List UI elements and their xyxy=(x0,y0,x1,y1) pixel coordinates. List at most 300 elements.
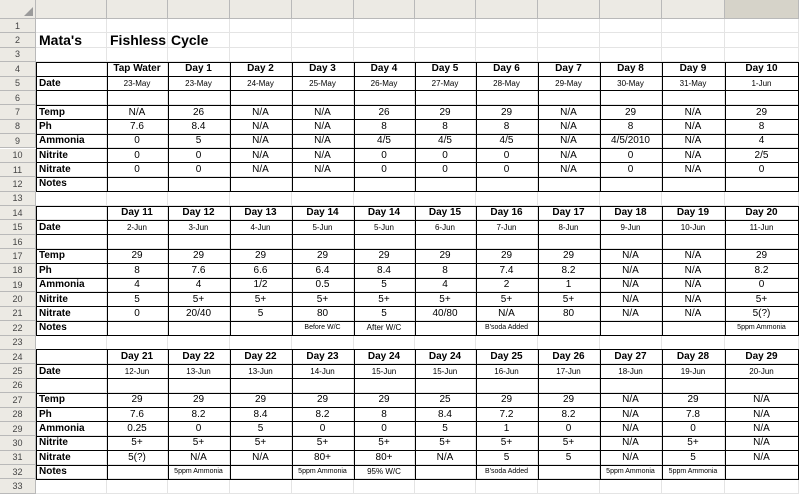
cell-j4[interactable]: Day 8 xyxy=(600,62,662,76)
cell-i13[interactable] xyxy=(538,192,600,206)
cell-f15[interactable]: 5-Jun xyxy=(354,220,415,234)
cell-k15[interactable]: 10-Jun xyxy=(662,220,725,234)
cell-g20[interactable]: 5+ xyxy=(415,292,476,306)
cell-f18[interactable]: 8.4 xyxy=(354,264,415,278)
cell-i33[interactable] xyxy=(538,479,600,493)
cell-d26[interactable] xyxy=(230,379,292,393)
cell-i21[interactable]: 80 xyxy=(538,307,600,321)
cell-k17[interactable]: N/A xyxy=(662,249,725,263)
cell-i31[interactable]: 5 xyxy=(538,451,600,465)
row-header-16[interactable]: 16 xyxy=(0,235,36,249)
cell-a4[interactable] xyxy=(36,62,107,76)
cell-f25[interactable]: 15-Jun xyxy=(354,364,415,378)
cell-h5[interactable]: 28-May xyxy=(476,77,538,91)
cell-g17[interactable]: 29 xyxy=(415,249,476,263)
cell-a18[interactable]: Ph xyxy=(36,264,107,278)
cell-c24[interactable]: Day 22 xyxy=(168,350,230,364)
cell-l5[interactable]: 1-Jun xyxy=(725,77,799,91)
cell-d1[interactable] xyxy=(230,19,292,33)
row-header-25[interactable]: 25 xyxy=(0,364,36,378)
cell-j29[interactable]: N/A xyxy=(600,422,662,436)
cell-h18[interactable]: 7.4 xyxy=(476,264,538,278)
cell-l22[interactable]: 5ppm Ammonia xyxy=(725,321,799,335)
cell-c12[interactable] xyxy=(168,177,230,191)
cell-a16[interactable] xyxy=(36,235,107,249)
cell-a33[interactable] xyxy=(36,479,107,493)
row-header-3[interactable]: 3 xyxy=(0,48,36,62)
cell-j31[interactable]: N/A xyxy=(600,451,662,465)
cell-a5[interactable]: Date xyxy=(36,77,107,91)
cell-c17[interactable]: 29 xyxy=(168,249,230,263)
cell-h14[interactable]: Day 16 xyxy=(476,206,538,220)
cell-k26[interactable] xyxy=(662,379,725,393)
cell-l2[interactable] xyxy=(725,33,799,47)
cell-i30[interactable]: 5+ xyxy=(538,436,600,450)
cell-d12[interactable] xyxy=(230,177,292,191)
cell-i24[interactable]: Day 26 xyxy=(538,350,600,364)
row-header-8[interactable]: 8 xyxy=(0,120,36,134)
cell-c29[interactable]: 0 xyxy=(168,422,230,436)
row-header-9[interactable]: 9 xyxy=(0,134,36,148)
cell-l8[interactable]: 8 xyxy=(725,120,799,134)
cell-l30[interactable]: N/A xyxy=(725,436,799,450)
cell-f2[interactable] xyxy=(354,33,415,47)
cell-g21[interactable]: 40/80 xyxy=(415,307,476,321)
cell-c30[interactable]: 5+ xyxy=(168,436,230,450)
cell-j10[interactable]: 0 xyxy=(600,149,662,163)
row-header-21[interactable]: 21 xyxy=(0,307,36,321)
cell-l11[interactable]: 0 xyxy=(725,163,799,177)
cell-d19[interactable]: 1/2 xyxy=(230,278,292,292)
cell-f30[interactable]: 5+ xyxy=(354,436,415,450)
cell-j7[interactable]: 29 xyxy=(600,105,662,119)
cell-h30[interactable]: 5+ xyxy=(476,436,538,450)
cell-b10[interactable]: 0 xyxy=(107,149,168,163)
cell-h11[interactable]: 0 xyxy=(476,163,538,177)
cell-j8[interactable]: 8 xyxy=(600,120,662,134)
cell-l33[interactable] xyxy=(725,479,799,493)
cell-b19[interactable]: 4 xyxy=(107,278,168,292)
cell-b25[interactable]: 12-Jun xyxy=(107,364,168,378)
column-header-j[interactable] xyxy=(600,0,662,19)
row-header-13[interactable]: 13 xyxy=(0,192,36,206)
cell-i6[interactable] xyxy=(538,91,600,105)
cell-h12[interactable] xyxy=(476,177,538,191)
cell-a25[interactable]: Date xyxy=(36,364,107,378)
cell-a10[interactable]: Nitrite xyxy=(36,149,107,163)
cell-e22[interactable]: Before W/C xyxy=(292,321,354,335)
cell-d8[interactable]: N/A xyxy=(230,120,292,134)
row-header-33[interactable]: 33 xyxy=(0,479,36,493)
cell-a30[interactable]: Nitrite xyxy=(36,436,107,450)
cell-e33[interactable] xyxy=(292,479,354,493)
cell-d33[interactable] xyxy=(230,479,292,493)
cell-c2[interactable]: Cycle xyxy=(168,33,230,47)
cell-d16[interactable] xyxy=(230,235,292,249)
cell-b22[interactable] xyxy=(107,321,168,335)
cell-h21[interactable]: N/A xyxy=(476,307,538,321)
cell-l19[interactable]: 0 xyxy=(725,278,799,292)
cell-c31[interactable]: N/A xyxy=(168,451,230,465)
cell-g10[interactable]: 0 xyxy=(415,149,476,163)
cell-a23[interactable] xyxy=(36,336,107,350)
cell-b28[interactable]: 7.6 xyxy=(107,408,168,422)
cell-e8[interactable]: N/A xyxy=(292,120,354,134)
cell-l13[interactable] xyxy=(725,192,799,206)
cell-k13[interactable] xyxy=(662,192,725,206)
cell-b7[interactable]: N/A xyxy=(107,105,168,119)
cell-g23[interactable] xyxy=(415,336,476,350)
cell-g24[interactable]: Day 24 xyxy=(415,350,476,364)
cell-g18[interactable]: 8 xyxy=(415,264,476,278)
cell-d32[interactable] xyxy=(230,465,292,479)
cell-c20[interactable]: 5+ xyxy=(168,292,230,306)
cell-i26[interactable] xyxy=(538,379,600,393)
cell-a2[interactable]: Mata's xyxy=(36,33,107,47)
cell-l10[interactable]: 2/5 xyxy=(725,149,799,163)
cell-j14[interactable]: Day 18 xyxy=(600,206,662,220)
cell-f3[interactable] xyxy=(354,48,415,62)
cell-a12[interactable]: Notes xyxy=(36,177,107,191)
cell-k12[interactable] xyxy=(662,177,725,191)
cell-c5[interactable]: 23-May xyxy=(168,77,230,91)
cell-i29[interactable]: 0 xyxy=(538,422,600,436)
cell-l14[interactable]: Day 20 xyxy=(725,206,799,220)
cell-k3[interactable] xyxy=(662,48,725,62)
cell-c33[interactable] xyxy=(168,479,230,493)
cell-d4[interactable]: Day 2 xyxy=(230,62,292,76)
cell-c4[interactable]: Day 1 xyxy=(168,62,230,76)
row-header-23[interactable]: 23 xyxy=(0,336,36,350)
cell-e12[interactable] xyxy=(292,177,354,191)
cell-g33[interactable] xyxy=(415,479,476,493)
cell-d3[interactable] xyxy=(230,48,292,62)
cell-a28[interactable]: Ph xyxy=(36,408,107,422)
cell-i28[interactable]: 8.2 xyxy=(538,408,600,422)
cell-i7[interactable]: N/A xyxy=(538,105,600,119)
cell-f20[interactable]: 5+ xyxy=(354,292,415,306)
cell-b24[interactable]: Day 21 xyxy=(107,350,168,364)
cell-k25[interactable]: 19-Jun xyxy=(662,364,725,378)
cell-h9[interactable]: 4/5 xyxy=(476,134,538,148)
cell-k16[interactable] xyxy=(662,235,725,249)
cell-d13[interactable] xyxy=(230,192,292,206)
row-header-4[interactable]: 4 xyxy=(0,62,36,76)
cell-e3[interactable] xyxy=(292,48,354,62)
cell-h16[interactable] xyxy=(476,235,538,249)
row-header-14[interactable]: 14 xyxy=(0,206,36,220)
cell-d7[interactable]: N/A xyxy=(230,105,292,119)
cell-e17[interactable]: 29 xyxy=(292,249,354,263)
cell-c25[interactable]: 13-Jun xyxy=(168,364,230,378)
cell-b29[interactable]: 0.25 xyxy=(107,422,168,436)
cell-i14[interactable]: Day 17 xyxy=(538,206,600,220)
cell-h19[interactable]: 2 xyxy=(476,278,538,292)
cell-k2[interactable] xyxy=(662,33,725,47)
cell-f9[interactable]: 4/5 xyxy=(354,134,415,148)
cell-b30[interactable]: 5+ xyxy=(107,436,168,450)
cell-a7[interactable]: Temp xyxy=(36,105,107,119)
cell-f17[interactable]: 29 xyxy=(354,249,415,263)
cell-a29[interactable]: Ammonia xyxy=(36,422,107,436)
cell-e27[interactable]: 29 xyxy=(292,393,354,407)
column-header-f[interactable] xyxy=(354,0,415,19)
cell-j28[interactable]: N/A xyxy=(600,408,662,422)
cell-d22[interactable] xyxy=(230,321,292,335)
cell-h22[interactable]: B'soda Added xyxy=(476,321,538,335)
cell-g22[interactable] xyxy=(415,321,476,335)
cell-e1[interactable] xyxy=(292,19,354,33)
row-header-27[interactable]: 27 xyxy=(0,393,36,407)
row-header-12[interactable]: 12 xyxy=(0,177,36,191)
cell-f14[interactable]: Day 14 xyxy=(354,206,415,220)
cell-l25[interactable]: 20-Jun xyxy=(725,364,799,378)
cell-l3[interactable] xyxy=(725,48,799,62)
cell-a14[interactable] xyxy=(36,206,107,220)
cell-k29[interactable]: 0 xyxy=(662,422,725,436)
cell-f22[interactable]: After W/C xyxy=(354,321,415,335)
cell-i27[interactable]: 29 xyxy=(538,393,600,407)
cell-i18[interactable]: 8.2 xyxy=(538,264,600,278)
cell-j3[interactable] xyxy=(600,48,662,62)
cell-i3[interactable] xyxy=(538,48,600,62)
cell-l23[interactable] xyxy=(725,336,799,350)
cell-c13[interactable] xyxy=(168,192,230,206)
cell-d14[interactable]: Day 13 xyxy=(230,206,292,220)
cell-k33[interactable] xyxy=(662,479,725,493)
cell-l9[interactable]: 4 xyxy=(725,134,799,148)
cell-e18[interactable]: 6.4 xyxy=(292,264,354,278)
cell-h32[interactable]: B'soda Added xyxy=(476,465,538,479)
cell-c26[interactable] xyxy=(168,379,230,393)
row-header-19[interactable]: 19 xyxy=(0,278,36,292)
cell-d9[interactable]: N/A xyxy=(230,134,292,148)
cell-f31[interactable]: 80+ xyxy=(354,451,415,465)
cell-f27[interactable]: 29 xyxy=(354,393,415,407)
row-header-30[interactable]: 30 xyxy=(0,436,36,450)
cell-g28[interactable]: 8.4 xyxy=(415,408,476,422)
cell-j2[interactable] xyxy=(600,33,662,47)
row-header-31[interactable]: 31 xyxy=(0,451,36,465)
cell-k4[interactable]: Day 9 xyxy=(662,62,725,76)
cell-e14[interactable]: Day 14 xyxy=(292,206,354,220)
cell-k32[interactable]: 5ppm Ammonia xyxy=(662,465,725,479)
cell-k19[interactable]: N/A xyxy=(662,278,725,292)
cell-g15[interactable]: 6-Jun xyxy=(415,220,476,234)
cell-j26[interactable] xyxy=(600,379,662,393)
cell-b12[interactable] xyxy=(107,177,168,191)
cell-c9[interactable]: 5 xyxy=(168,134,230,148)
cell-j33[interactable] xyxy=(600,479,662,493)
column-header-c[interactable] xyxy=(168,0,230,19)
cell-l28[interactable]: N/A xyxy=(725,408,799,422)
cell-k14[interactable]: Day 19 xyxy=(662,206,725,220)
cell-e24[interactable]: Day 23 xyxy=(292,350,354,364)
cell-j6[interactable] xyxy=(600,91,662,105)
cell-d30[interactable]: 5+ xyxy=(230,436,292,450)
row-header-20[interactable]: 20 xyxy=(0,292,36,306)
cell-b11[interactable]: 0 xyxy=(107,163,168,177)
cell-e25[interactable]: 14-Jun xyxy=(292,364,354,378)
cell-i23[interactable] xyxy=(538,336,600,350)
cell-k6[interactable] xyxy=(662,91,725,105)
cell-k18[interactable]: N/A xyxy=(662,264,725,278)
cell-i15[interactable]: 8-Jun xyxy=(538,220,600,234)
cell-l6[interactable] xyxy=(725,91,799,105)
cell-f4[interactable]: Day 4 xyxy=(354,62,415,76)
cell-j1[interactable] xyxy=(600,19,662,33)
cell-a26[interactable] xyxy=(36,379,107,393)
cell-b33[interactable] xyxy=(107,479,168,493)
cell-d17[interactable]: 29 xyxy=(230,249,292,263)
cell-f12[interactable] xyxy=(354,177,415,191)
cell-b8[interactable]: 7.6 xyxy=(107,120,168,134)
cell-b4[interactable]: Tap Water xyxy=(107,62,168,76)
cell-c16[interactable] xyxy=(168,235,230,249)
cell-a15[interactable]: Date xyxy=(36,220,107,234)
cell-h15[interactable]: 7-Jun xyxy=(476,220,538,234)
column-header-a[interactable] xyxy=(36,0,107,19)
cell-j21[interactable]: N/A xyxy=(600,307,662,321)
cell-j11[interactable]: 0 xyxy=(600,163,662,177)
cell-h4[interactable]: Day 6 xyxy=(476,62,538,76)
cell-l20[interactable]: 5+ xyxy=(725,292,799,306)
cell-k22[interactable] xyxy=(662,321,725,335)
cell-k31[interactable]: 5 xyxy=(662,451,725,465)
cell-k21[interactable]: N/A xyxy=(662,307,725,321)
cell-d20[interactable]: 5+ xyxy=(230,292,292,306)
row-header-28[interactable]: 28 xyxy=(0,408,36,422)
cell-l24[interactable]: Day 29 xyxy=(725,350,799,364)
cell-c28[interactable]: 8.2 xyxy=(168,408,230,422)
cell-d29[interactable]: 5 xyxy=(230,422,292,436)
cell-l1[interactable] xyxy=(725,19,799,33)
cell-h7[interactable]: 29 xyxy=(476,105,538,119)
cell-b23[interactable] xyxy=(107,336,168,350)
row-header-1[interactable]: 1 xyxy=(0,19,36,33)
cell-h29[interactable]: 1 xyxy=(476,422,538,436)
cell-l32[interactable] xyxy=(725,465,799,479)
cell-g7[interactable]: 29 xyxy=(415,105,476,119)
cell-c19[interactable]: 4 xyxy=(168,278,230,292)
cell-k24[interactable]: Day 28 xyxy=(662,350,725,364)
cell-a31[interactable]: Nitrate xyxy=(36,451,107,465)
cell-h2[interactable] xyxy=(476,33,538,47)
cell-d23[interactable] xyxy=(230,336,292,350)
cell-a6[interactable] xyxy=(36,91,107,105)
cell-h33[interactable] xyxy=(476,479,538,493)
cell-i8[interactable]: N/A xyxy=(538,120,600,134)
cell-l26[interactable] xyxy=(725,379,799,393)
column-header-g[interactable] xyxy=(415,0,476,19)
cell-h31[interactable]: 5 xyxy=(476,451,538,465)
cell-k27[interactable]: 29 xyxy=(662,393,725,407)
cell-d27[interactable]: 29 xyxy=(230,393,292,407)
cell-e13[interactable] xyxy=(292,192,354,206)
column-header-k[interactable] xyxy=(662,0,725,19)
cell-k5[interactable]: 31-May xyxy=(662,77,725,91)
cell-g14[interactable]: Day 15 xyxy=(415,206,476,220)
cell-g11[interactable]: 0 xyxy=(415,163,476,177)
cell-b3[interactable] xyxy=(107,48,168,62)
cell-j18[interactable]: N/A xyxy=(600,264,662,278)
cell-g2[interactable] xyxy=(415,33,476,47)
cell-f8[interactable]: 8 xyxy=(354,120,415,134)
cell-b6[interactable] xyxy=(107,91,168,105)
cell-b31[interactable]: 5(?) xyxy=(107,451,168,465)
cell-d25[interactable]: 13-Jun xyxy=(230,364,292,378)
cell-g1[interactable] xyxy=(415,19,476,33)
cell-l31[interactable]: N/A xyxy=(725,451,799,465)
column-header-d[interactable] xyxy=(230,0,292,19)
row-header-18[interactable]: 18 xyxy=(0,264,36,278)
cell-g3[interactable] xyxy=(415,48,476,62)
cell-i32[interactable] xyxy=(538,465,600,479)
cell-d28[interactable]: 8.4 xyxy=(230,408,292,422)
cell-e15[interactable]: 5-Jun xyxy=(292,220,354,234)
cell-c21[interactable]: 20/40 xyxy=(168,307,230,321)
cell-c22[interactable] xyxy=(168,321,230,335)
cell-k8[interactable]: N/A xyxy=(662,120,725,134)
cell-a11[interactable]: Nitrate xyxy=(36,163,107,177)
cell-e4[interactable]: Day 3 xyxy=(292,62,354,76)
cell-f28[interactable]: 8 xyxy=(354,408,415,422)
cell-l21[interactable]: 5(?) xyxy=(725,307,799,321)
cell-e9[interactable]: N/A xyxy=(292,134,354,148)
cell-i5[interactable]: 29-May xyxy=(538,77,600,91)
cell-f16[interactable] xyxy=(354,235,415,249)
cell-l15[interactable]: 11-Jun xyxy=(725,220,799,234)
cell-h24[interactable]: Day 25 xyxy=(476,350,538,364)
cell-a27[interactable]: Temp xyxy=(36,393,107,407)
cell-c15[interactable]: 3-Jun xyxy=(168,220,230,234)
cell-b20[interactable]: 5 xyxy=(107,292,168,306)
cell-k11[interactable]: N/A xyxy=(662,163,725,177)
cell-j22[interactable] xyxy=(600,321,662,335)
cell-g4[interactable]: Day 5 xyxy=(415,62,476,76)
cell-c3[interactable] xyxy=(168,48,230,62)
cell-k30[interactable]: 5+ xyxy=(662,436,725,450)
cell-f32[interactable]: 95% W/C xyxy=(354,465,415,479)
cell-f19[interactable]: 5 xyxy=(354,278,415,292)
cell-a19[interactable]: Ammonia xyxy=(36,278,107,292)
cell-c6[interactable] xyxy=(168,91,230,105)
cell-g9[interactable]: 4/5 xyxy=(415,134,476,148)
cell-h28[interactable]: 7.2 xyxy=(476,408,538,422)
column-header-l[interactable] xyxy=(725,0,799,19)
cell-c23[interactable] xyxy=(168,336,230,350)
cell-l18[interactable]: 8.2 xyxy=(725,264,799,278)
cell-f26[interactable] xyxy=(354,379,415,393)
cell-g26[interactable] xyxy=(415,379,476,393)
cell-e20[interactable]: 5+ xyxy=(292,292,354,306)
cell-h8[interactable]: 8 xyxy=(476,120,538,134)
cell-b5[interactable]: 23-May xyxy=(107,77,168,91)
cell-h3[interactable] xyxy=(476,48,538,62)
cell-g8[interactable]: 8 xyxy=(415,120,476,134)
cell-f1[interactable] xyxy=(354,19,415,33)
cell-h1[interactable] xyxy=(476,19,538,33)
cell-j19[interactable]: N/A xyxy=(600,278,662,292)
cell-j30[interactable]: N/A xyxy=(600,436,662,450)
cell-i20[interactable]: 5+ xyxy=(538,292,600,306)
cell-j13[interactable] xyxy=(600,192,662,206)
cell-g6[interactable] xyxy=(415,91,476,105)
cell-d21[interactable]: 5 xyxy=(230,307,292,321)
cell-i17[interactable]: 29 xyxy=(538,249,600,263)
cell-g19[interactable]: 4 xyxy=(415,278,476,292)
cell-b26[interactable] xyxy=(107,379,168,393)
